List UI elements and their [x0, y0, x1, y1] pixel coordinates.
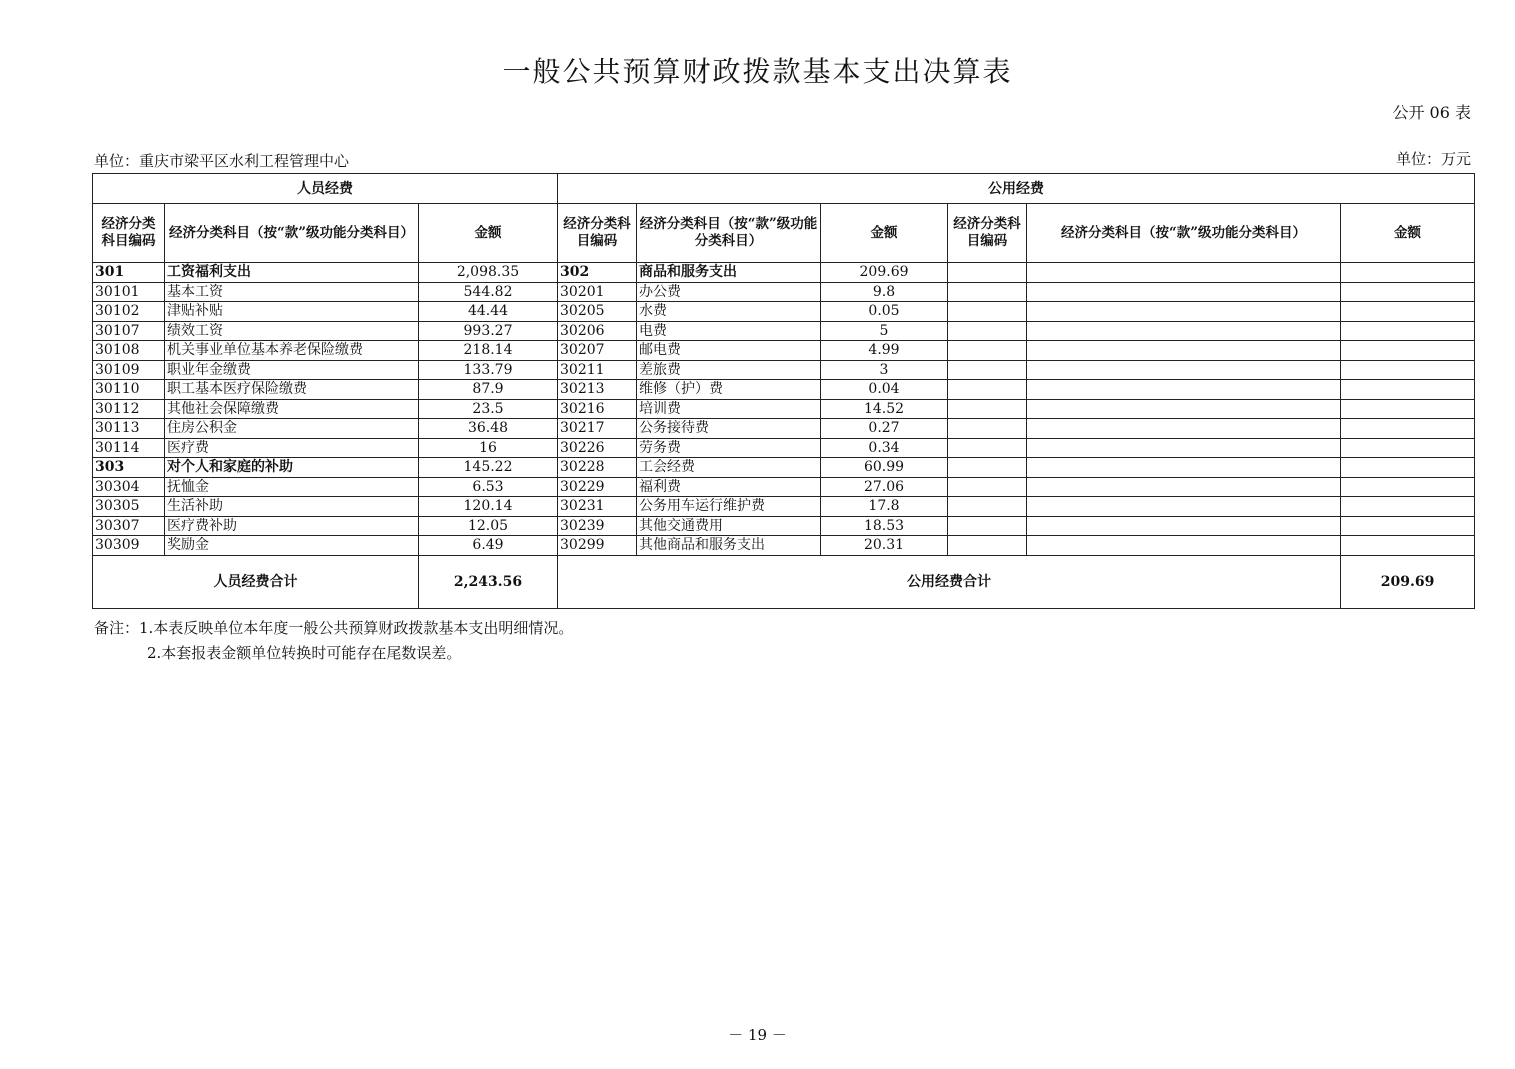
empty-cell: [948, 399, 1027, 419]
public-amount: 14.52: [821, 399, 948, 419]
public-amount: 0.05: [821, 302, 948, 322]
personnel-code: 30309: [93, 536, 165, 556]
public-total-value: 209.69: [1341, 555, 1475, 608]
personnel-code: 30101: [93, 282, 165, 302]
empty-cell: [1341, 360, 1475, 380]
personnel-amount: 2,098.35: [419, 263, 558, 283]
public-name: 工会经费: [637, 458, 821, 478]
empty-cell: [1027, 477, 1341, 497]
header-name: 经济分类科目（按“款”级功能分类科目）: [165, 204, 419, 263]
public-code: 30299: [558, 536, 637, 556]
expenditure-table: [92, 173, 1475, 609]
personnel-name: 绩效工资: [165, 321, 419, 341]
personnel-code: 30108: [93, 341, 165, 361]
empty-cell: [948, 302, 1027, 322]
personnel-name: 医疗费补助: [165, 516, 419, 536]
personnel-amount: 36.48: [419, 419, 558, 439]
empty-cell: [1341, 263, 1475, 283]
empty-cell: [1027, 360, 1341, 380]
public-code: 30216: [558, 399, 637, 419]
note-1: 备注：1.本表反映单位本年度一般公共预算财政拨款基本支出明细情况。: [94, 619, 574, 637]
public-code: 30211: [558, 360, 637, 380]
organization-unit: 单位：重庆市梁平区水利工程管理中心: [94, 152, 350, 170]
personnel-code: 30102: [93, 302, 165, 322]
personnel-amount: 133.79: [419, 360, 558, 380]
public-code: 302: [558, 263, 637, 283]
public-name: 其他商品和服务支出: [637, 536, 821, 556]
personnel-amount: 145.22: [419, 458, 558, 478]
empty-cell: [948, 380, 1027, 400]
public-amount: 9.8: [821, 282, 948, 302]
personnel-amount: 12.05: [419, 516, 558, 536]
table-row: [93, 419, 1475, 439]
section-personnel: 人员经费: [93, 174, 558, 204]
empty-cell: [1341, 516, 1475, 536]
empty-cell: [1341, 419, 1475, 439]
public-code: 30228: [558, 458, 637, 478]
totals-row: [93, 555, 1475, 608]
empty-cell: [948, 497, 1027, 517]
personnel-code: 301: [93, 263, 165, 283]
empty-cell: [1341, 438, 1475, 458]
personnel-name: 职业年金缴费: [165, 360, 419, 380]
public-code: 30213: [558, 380, 637, 400]
table-row: [93, 458, 1475, 478]
note-2: 2.本套报表金额单位转换时可能存在尾数误差。: [147, 644, 462, 662]
empty-cell: [1027, 302, 1341, 322]
personnel-name: 对个人和家庭的补助: [165, 458, 419, 478]
personnel-amount: 120.14: [419, 497, 558, 517]
empty-cell: [1341, 341, 1475, 361]
personnel-name: 医疗费: [165, 438, 419, 458]
personnel-name: 机关事业单位基本养老保险缴费: [165, 341, 419, 361]
public-code: 30226: [558, 438, 637, 458]
personnel-code: 30305: [93, 497, 165, 517]
header-code: 经济分类科目编码: [558, 204, 637, 263]
notes: [94, 616, 573, 666]
empty-cell: [1027, 438, 1341, 458]
empty-cell: [948, 341, 1027, 361]
personnel-amount: 218.14: [419, 341, 558, 361]
public-amount: 209.69: [821, 263, 948, 283]
empty-cell: [1341, 536, 1475, 556]
personnel-total-value: 2,243.56: [419, 555, 558, 608]
empty-cell: [948, 536, 1027, 556]
public-code: 30231: [558, 497, 637, 517]
personnel-amount: 87.9: [419, 380, 558, 400]
empty-cell: [1341, 380, 1475, 400]
personnel-name: 生活补助: [165, 497, 419, 517]
personnel-amount: 44.44: [419, 302, 558, 322]
empty-cell: [1027, 516, 1341, 536]
table-number: 公开 06 表: [1392, 103, 1471, 122]
personnel-amount: 23.5: [419, 399, 558, 419]
header-amount: 金额: [821, 204, 948, 263]
personnel-amount: 6.53: [419, 477, 558, 497]
public-total-label: 公用经费合计: [558, 555, 1341, 608]
table-row: [93, 536, 1475, 556]
empty-cell: [948, 282, 1027, 302]
empty-cell: [948, 458, 1027, 478]
table-row: [93, 516, 1475, 536]
table-row: [93, 321, 1475, 341]
public-name: 电费: [637, 321, 821, 341]
empty-cell: [1027, 282, 1341, 302]
personnel-code: 303: [93, 458, 165, 478]
public-code: 30205: [558, 302, 637, 322]
empty-cell: [1341, 458, 1475, 478]
table-row: [93, 399, 1475, 419]
empty-cell: [1027, 321, 1341, 341]
personnel-name: 抚恤金: [165, 477, 419, 497]
public-code: 30201: [558, 282, 637, 302]
table-row: [93, 282, 1475, 302]
personnel-code: 30110: [93, 380, 165, 400]
public-name: 公务接待费: [637, 419, 821, 439]
personnel-amount: 993.27: [419, 321, 558, 341]
empty-cell: [1341, 302, 1475, 322]
public-name: 差旅费: [637, 360, 821, 380]
empty-cell: [1027, 458, 1341, 478]
public-amount: 17.8: [821, 497, 948, 517]
empty-cell: [948, 477, 1027, 497]
section-public: 公用经费: [558, 174, 1475, 204]
empty-cell: [948, 438, 1027, 458]
empty-cell: [1027, 380, 1341, 400]
public-code: 30206: [558, 321, 637, 341]
public-amount: 18.53: [821, 516, 948, 536]
public-name: 维修（护）费: [637, 380, 821, 400]
personnel-name: 基本工资: [165, 282, 419, 302]
empty-cell: [1341, 321, 1475, 341]
public-code: 30207: [558, 341, 637, 361]
personnel-code: 30114: [93, 438, 165, 458]
public-amount: 60.99: [821, 458, 948, 478]
public-name: 水费: [637, 302, 821, 322]
header-code: 经济分类科目编码: [948, 204, 1027, 263]
personnel-name: 工资福利支出: [165, 263, 419, 283]
personnel-code: 30307: [93, 516, 165, 536]
empty-cell: [948, 516, 1027, 536]
public-code: 30239: [558, 516, 637, 536]
personnel-amount: 16: [419, 438, 558, 458]
table-row: [93, 477, 1475, 497]
empty-cell: [1341, 399, 1475, 419]
header-amount: 金额: [419, 204, 558, 263]
section-header-row: [93, 174, 1475, 204]
table-row: [93, 263, 1475, 283]
empty-cell: [948, 360, 1027, 380]
public-name: 商品和服务支出: [637, 263, 821, 283]
empty-cell: [1027, 536, 1341, 556]
personnel-code: 30107: [93, 321, 165, 341]
header-amount: 金额: [1341, 204, 1475, 263]
personnel-name: 职工基本医疗保险缴费: [165, 380, 419, 400]
public-amount: 4.99: [821, 341, 948, 361]
public-amount: 0.27: [821, 419, 948, 439]
empty-cell: [1027, 399, 1341, 419]
public-name: 邮电费: [637, 341, 821, 361]
public-name: 福利费: [637, 477, 821, 497]
personnel-code: 30113: [93, 419, 165, 439]
table-row: [93, 360, 1475, 380]
personnel-code: 30109: [93, 360, 165, 380]
personnel-amount: 6.49: [419, 536, 558, 556]
table-row: [93, 380, 1475, 400]
empty-cell: [948, 419, 1027, 439]
public-name: 办公费: [637, 282, 821, 302]
empty-cell: [1027, 341, 1341, 361]
empty-cell: [1341, 282, 1475, 302]
personnel-code: 30112: [93, 399, 165, 419]
empty-cell: [1027, 419, 1341, 439]
public-name: 其他交通费用: [637, 516, 821, 536]
empty-cell: [1341, 497, 1475, 517]
header-name: 经济分类科目（按“款”级功能分类科目）: [637, 204, 821, 263]
page-title: 一般公共预算财政拨款基本支出决算表: [502, 55, 1013, 88]
public-code: 30217: [558, 419, 637, 439]
personnel-name: 津贴补贴: [165, 302, 419, 322]
personnel-name: 其他社会保障缴费: [165, 399, 419, 419]
public-amount: 0.04: [821, 380, 948, 400]
page-number: － 19 －: [728, 1026, 787, 1044]
personnel-name: 奖励金: [165, 536, 419, 556]
personnel-amount: 544.82: [419, 282, 558, 302]
public-amount: 3: [821, 360, 948, 380]
public-name: 劳务费: [637, 438, 821, 458]
public-amount: 27.06: [821, 477, 948, 497]
empty-cell: [948, 263, 1027, 283]
empty-cell: [1341, 477, 1475, 497]
personnel-code: 30304: [93, 477, 165, 497]
public-amount: 20.31: [821, 536, 948, 556]
public-amount: 0.34: [821, 438, 948, 458]
public-name: 公务用车运行维护费: [637, 497, 821, 517]
header-name: 经济分类科目（按“款”级功能分类科目）: [1027, 204, 1341, 263]
public-name: 培训费: [637, 399, 821, 419]
table-row: [93, 302, 1475, 322]
table-row: [93, 438, 1475, 458]
money-unit: 单位：万元: [1395, 150, 1471, 168]
public-code: 30229: [558, 477, 637, 497]
empty-cell: [948, 321, 1027, 341]
public-amount: 5: [821, 321, 948, 341]
column-header-row: [93, 204, 1475, 263]
personnel-total-label: 人员经费合计: [93, 555, 419, 608]
empty-cell: [1027, 497, 1341, 517]
empty-cell: [1027, 263, 1341, 283]
header-code: 经济分类科目编码: [93, 204, 165, 263]
personnel-name: 住房公积金: [165, 419, 419, 439]
table-row: [93, 497, 1475, 517]
table-row: [93, 341, 1475, 361]
